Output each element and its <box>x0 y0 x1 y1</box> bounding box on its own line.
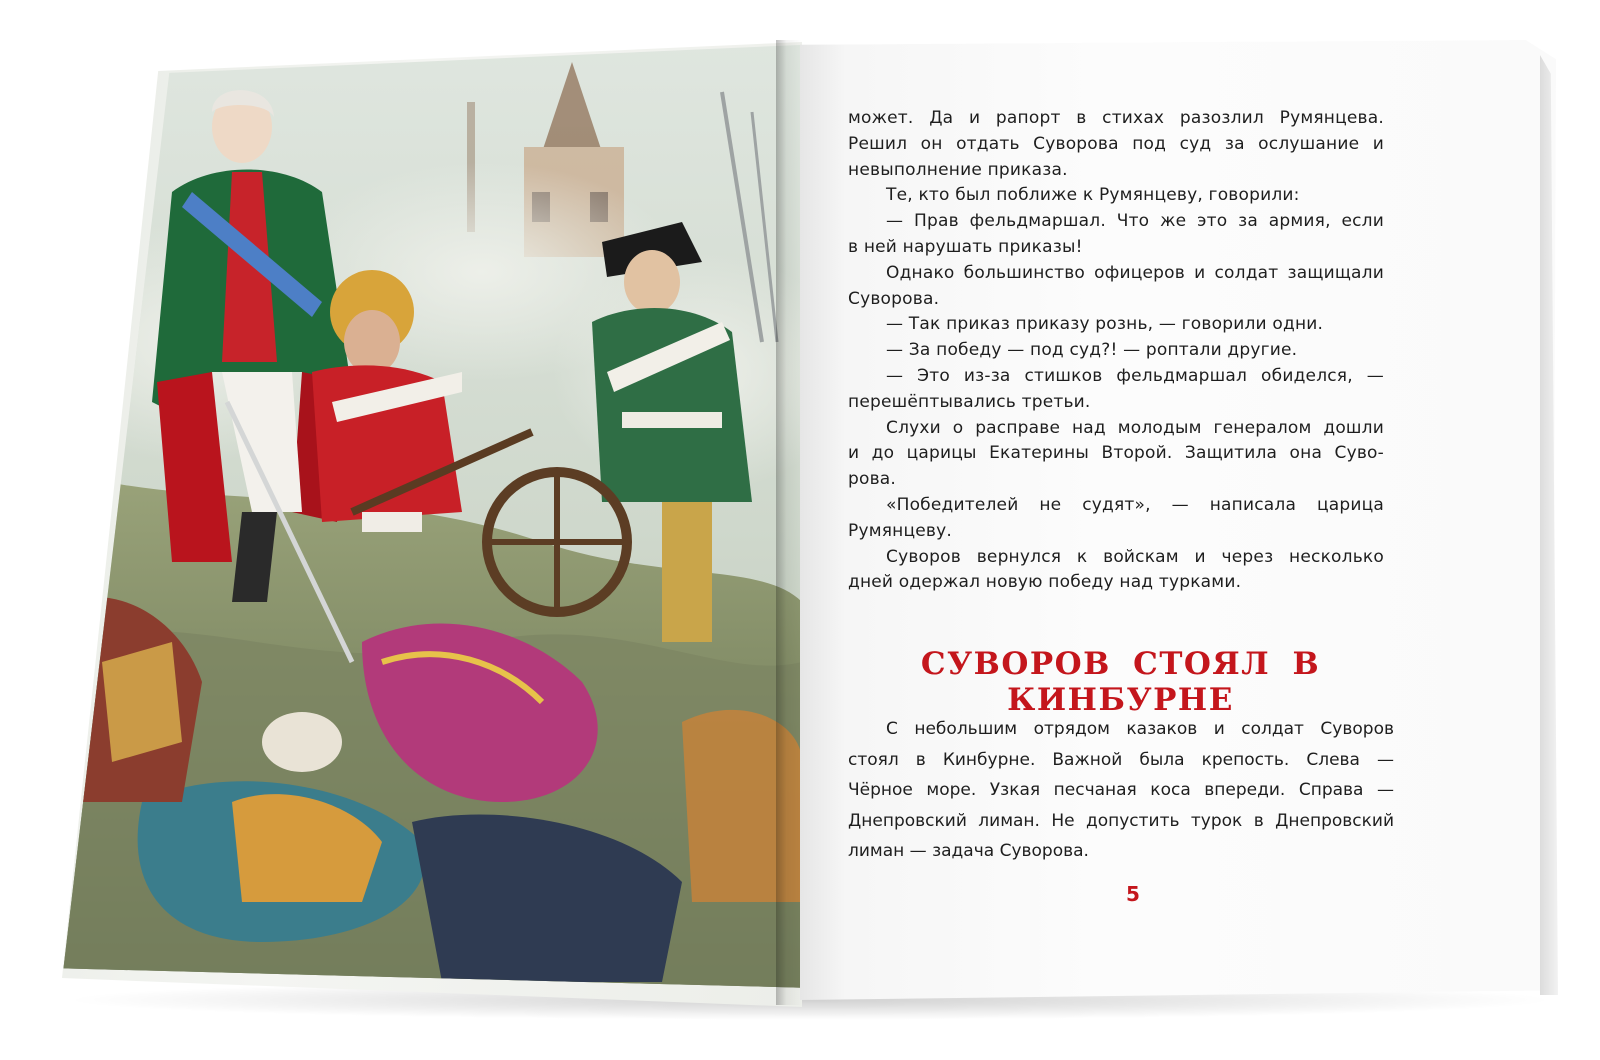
text-line: — Прав фельдмаршал. Что же это за армия, если <box>886 211 1384 232</box>
text-line: — За победу — под суд?! — роптали другие. <box>886 340 1298 361</box>
text-line: Те, кто был поближе к Румянцеву, говорили: <box>886 185 1300 206</box>
text-line: невыполнение приказа. <box>848 159 1068 180</box>
text-line: перешёптывались третьи. <box>848 391 1091 412</box>
text-line: дней одержал новую победу над турками. <box>848 572 1242 593</box>
text-line: лиман — задача Суворова. <box>848 841 1089 861</box>
text-line: Суворова. <box>848 288 940 309</box>
text-line: Румянцеву. <box>848 520 952 541</box>
cannon-wheel-drawing <box>487 472 627 612</box>
text-line: в ней нарушать приказы! <box>848 236 1083 257</box>
text-line: Слухи о расправе над молодым генералом дошли <box>886 417 1384 438</box>
text-line: — Это из-за стишков фельдмаршал обиделся, — <box>886 365 1384 386</box>
text-line: Однако большинство офицеров и солдат защищали <box>886 262 1384 283</box>
book-gutter <box>776 40 802 1005</box>
chapter-text <box>848 714 1394 867</box>
text-line: «Победителей не судят», — написала царица <box>886 494 1384 515</box>
text-line: — Так приказ приказу рознь, — говорили одни. <box>886 314 1324 335</box>
text-line: стоял в Кинбурне. Важной была крепость. Слева — <box>848 749 1394 770</box>
battle-illustration <box>62 42 802 1007</box>
text-line: Чёрное море. Узкая песчаная коса впереди. Справа — <box>848 780 1394 800</box>
story-text <box>848 106 1384 596</box>
chapter-title: СУВОРОВ СТОЯЛ В КИНБУРНЕ <box>920 646 1321 718</box>
page-number: 5 <box>1126 882 1140 906</box>
text-line: Решил он отдать Суворова под суд за ослушание и <box>848 133 1384 154</box>
text-line: рова. <box>848 469 897 490</box>
text-line: может. Да и рапорт в стихах разозлил Румянцева. <box>848 108 1384 128</box>
text-line: и до царицы Екатерины Второй. Защитила она Суво- <box>848 443 1384 464</box>
text-line: Суворов вернулся к войскам и через несколько <box>886 546 1384 567</box>
text-line: Днепровский лиман. Не допустить турок в Днепровский <box>848 810 1394 831</box>
text-line: С небольшим отрядом казаков и солдат Суворов <box>886 719 1394 739</box>
